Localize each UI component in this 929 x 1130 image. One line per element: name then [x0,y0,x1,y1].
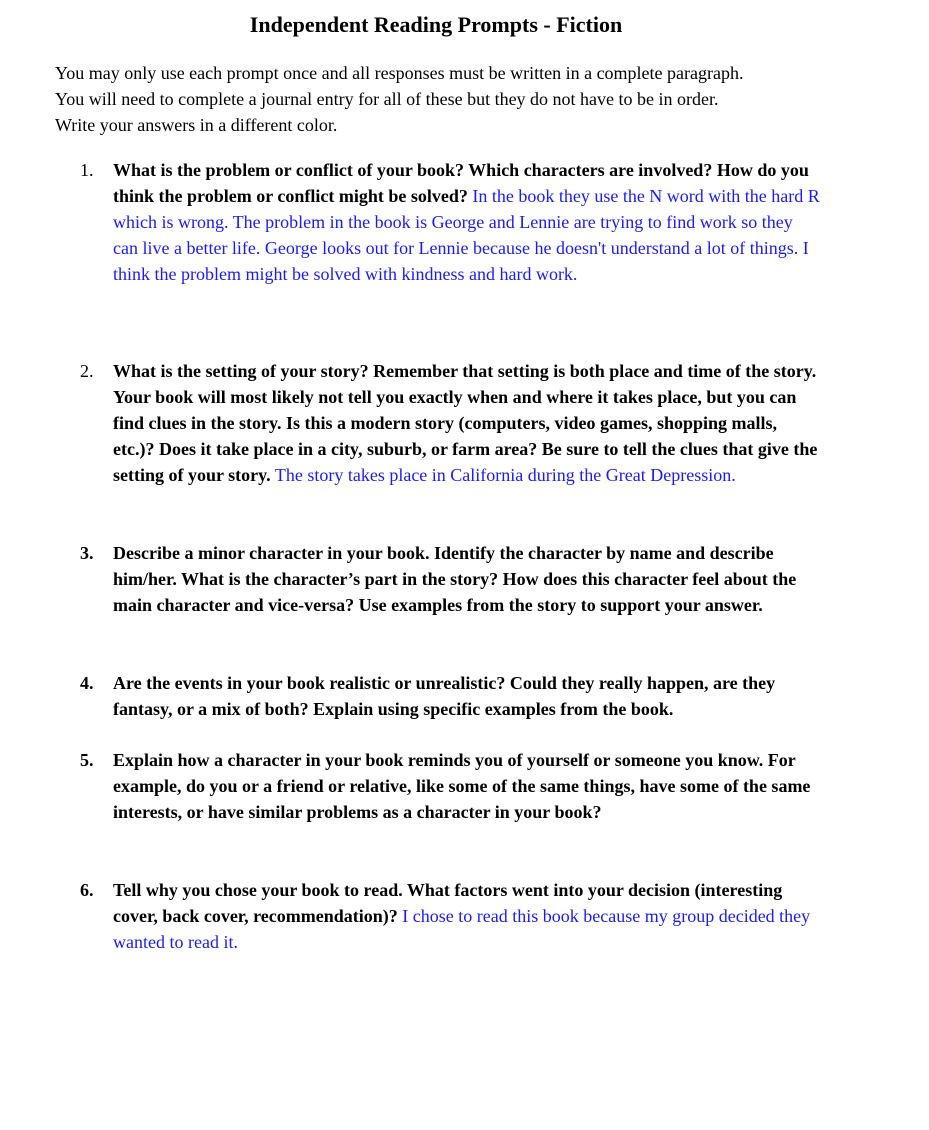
instruction-line: You will need to complete a journal entry for all of these but they do not have to be in order. [55,89,719,109]
prompt-number: 1. [80,160,94,180]
instruction-line: You may only use each prompt once and all responses must be written in a complete paragraph. [55,63,744,83]
instruction-line: Write your answers in a different color. [55,115,338,135]
prompt-number: 2. [80,361,94,381]
prompt-number: 5. [80,750,94,770]
prompt-number: 4. [80,673,94,693]
prompt-item-4 [80,670,820,722]
prompt-item-3 [80,540,820,618]
prompt-question: Explain how a character in your book reminds you of yourself or someone you know. For example, do you or a friend or relative, like some of the same things, have some of the same interests, or have similar problems as a character in your book? [113,750,811,822]
instructions [55,60,875,138]
prompt-answer: The story takes place in California during the Great Depression. [274,465,736,485]
prompt-number: 3. [80,543,94,563]
prompt-question: Describe a minor character in your book. Identify the character by name and describe him/her. What is the character’s part in the story? How does this character feel about the main character and vice-versa? Use examples from the story to support your answer. [113,543,797,615]
prompt-item-6 [80,877,820,955]
prompt-number: 6. [80,880,94,900]
prompt-question: Are the events in your book realistic or unrealistic? Could they really happen, are they fantasy, or a mix of both? Explain using specific examples from the book. [113,673,776,719]
prompt-answer: I chose to read this book because my group decided they wanted to read it. [113,906,811,952]
prompt-question: Tell why you chose your book to read. What factors went into your decision (interesting cover, back cover, recommendation)? [113,880,783,926]
prompt-question: What is the setting of your story? Remember that setting is both place and time of the story. Your book will most likely not tell you exactly when and where it takes place, but you can find clues in the story. Is this a modern story (computers, video games, shopping malls, etc.)? Does it take place in a city, suburb, or farm area? Be sure to tell the clues that give the setting of your story. [113,361,818,485]
prompt-answer: In the book they use the N word with the hard R which is wrong. The problem in the book is George and Lennie are trying to find work so they can live a better life. George looks out for Lennie because he doesn't understand a lot of things. I think the problem might be solved with kindness and hard work. [113,186,820,284]
prompt-item-1 [80,157,820,287]
prompt-question: What is the problem or conflict of your book? Which characters are involved? How do you think the problem or conflict might be solved? [113,160,809,206]
prompt-item-5 [80,747,820,825]
document-title: Independent Reading Prompts - Fiction [249,12,623,37]
prompt-item-2 [80,358,820,488]
